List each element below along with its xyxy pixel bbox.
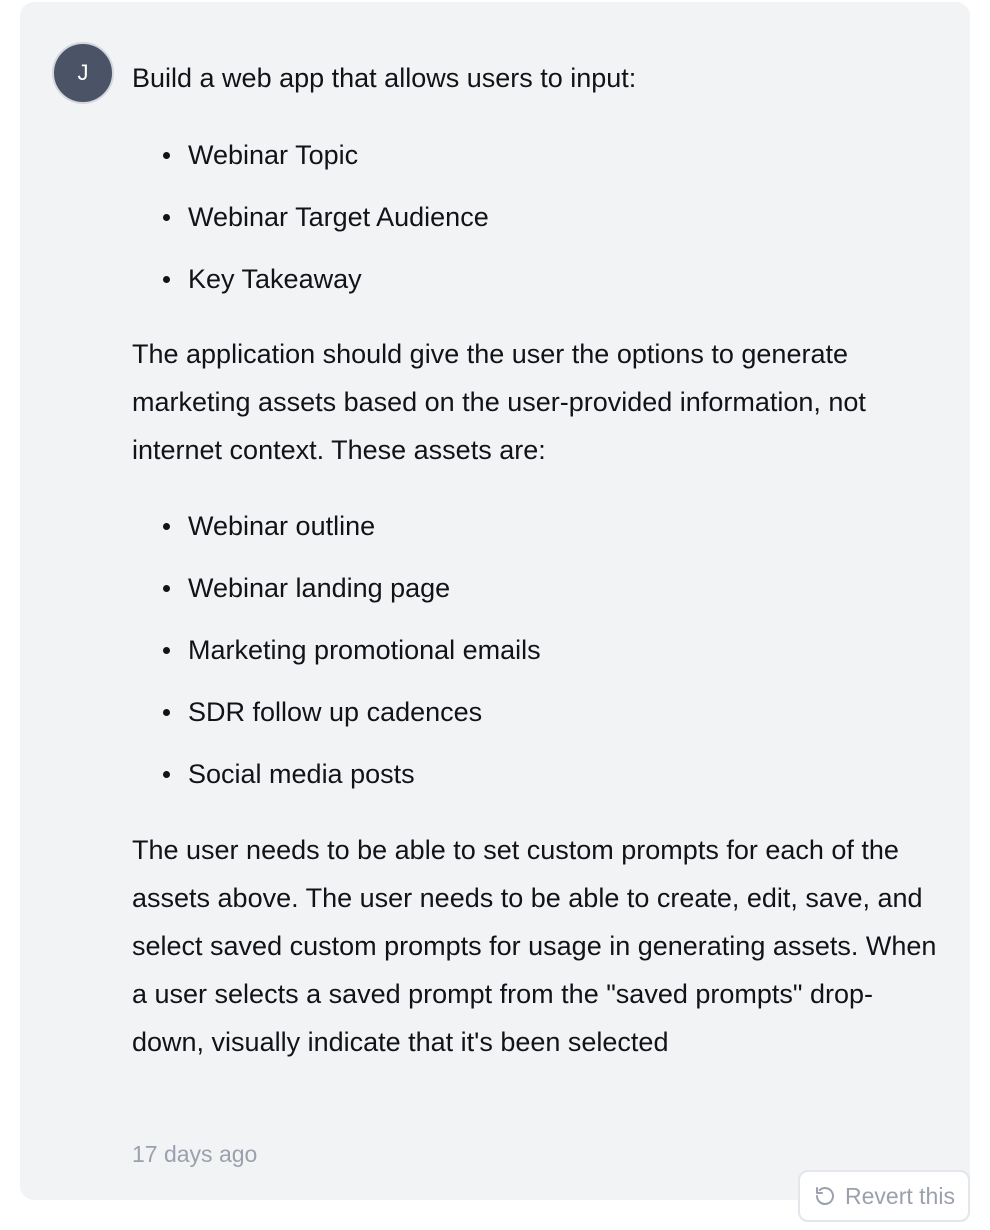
message-paragraph: The application should give the user the options to generate marketing assets based on the user-provided information, not internet context. These assets are: bbox=[132, 339, 866, 465]
list-item: Social media posts bbox=[132, 750, 942, 812]
message-card bbox=[20, 2, 970, 1200]
list-item: Webinar outline bbox=[132, 502, 942, 564]
message-timestamp: 17 days ago bbox=[132, 1141, 258, 1167]
list-item: Webinar landing page bbox=[132, 564, 942, 626]
revert-button-label: Revert this bbox=[845, 1182, 955, 1209]
message-content bbox=[132, 54, 942, 1066]
list-item: Marketing promotional emails bbox=[132, 626, 942, 688]
avatar bbox=[52, 42, 114, 104]
input-list bbox=[132, 131, 942, 317]
list-item: Key Takeaway bbox=[132, 255, 942, 317]
revert-icon bbox=[813, 1184, 837, 1208]
list-item: Webinar Topic bbox=[132, 131, 942, 193]
list-item: Webinar Target Audience bbox=[132, 193, 942, 255]
revert-button[interactable] bbox=[798, 1170, 970, 1222]
list-item: SDR follow up cadences bbox=[132, 688, 942, 750]
asset-list bbox=[132, 502, 942, 812]
message-intro: Build a web app that allows users to input: bbox=[132, 63, 637, 93]
avatar-initial: J bbox=[77, 60, 89, 85]
message-paragraph: The user needs to be able to set custom prompts for each of the assets above. The user needs to be able to create, edit, save, and select saved custom prompts for usage in generating assets. When a user selects a saved prompt from the "saved prompts" drop-down, visually indicate that it's been selected bbox=[132, 835, 937, 1057]
